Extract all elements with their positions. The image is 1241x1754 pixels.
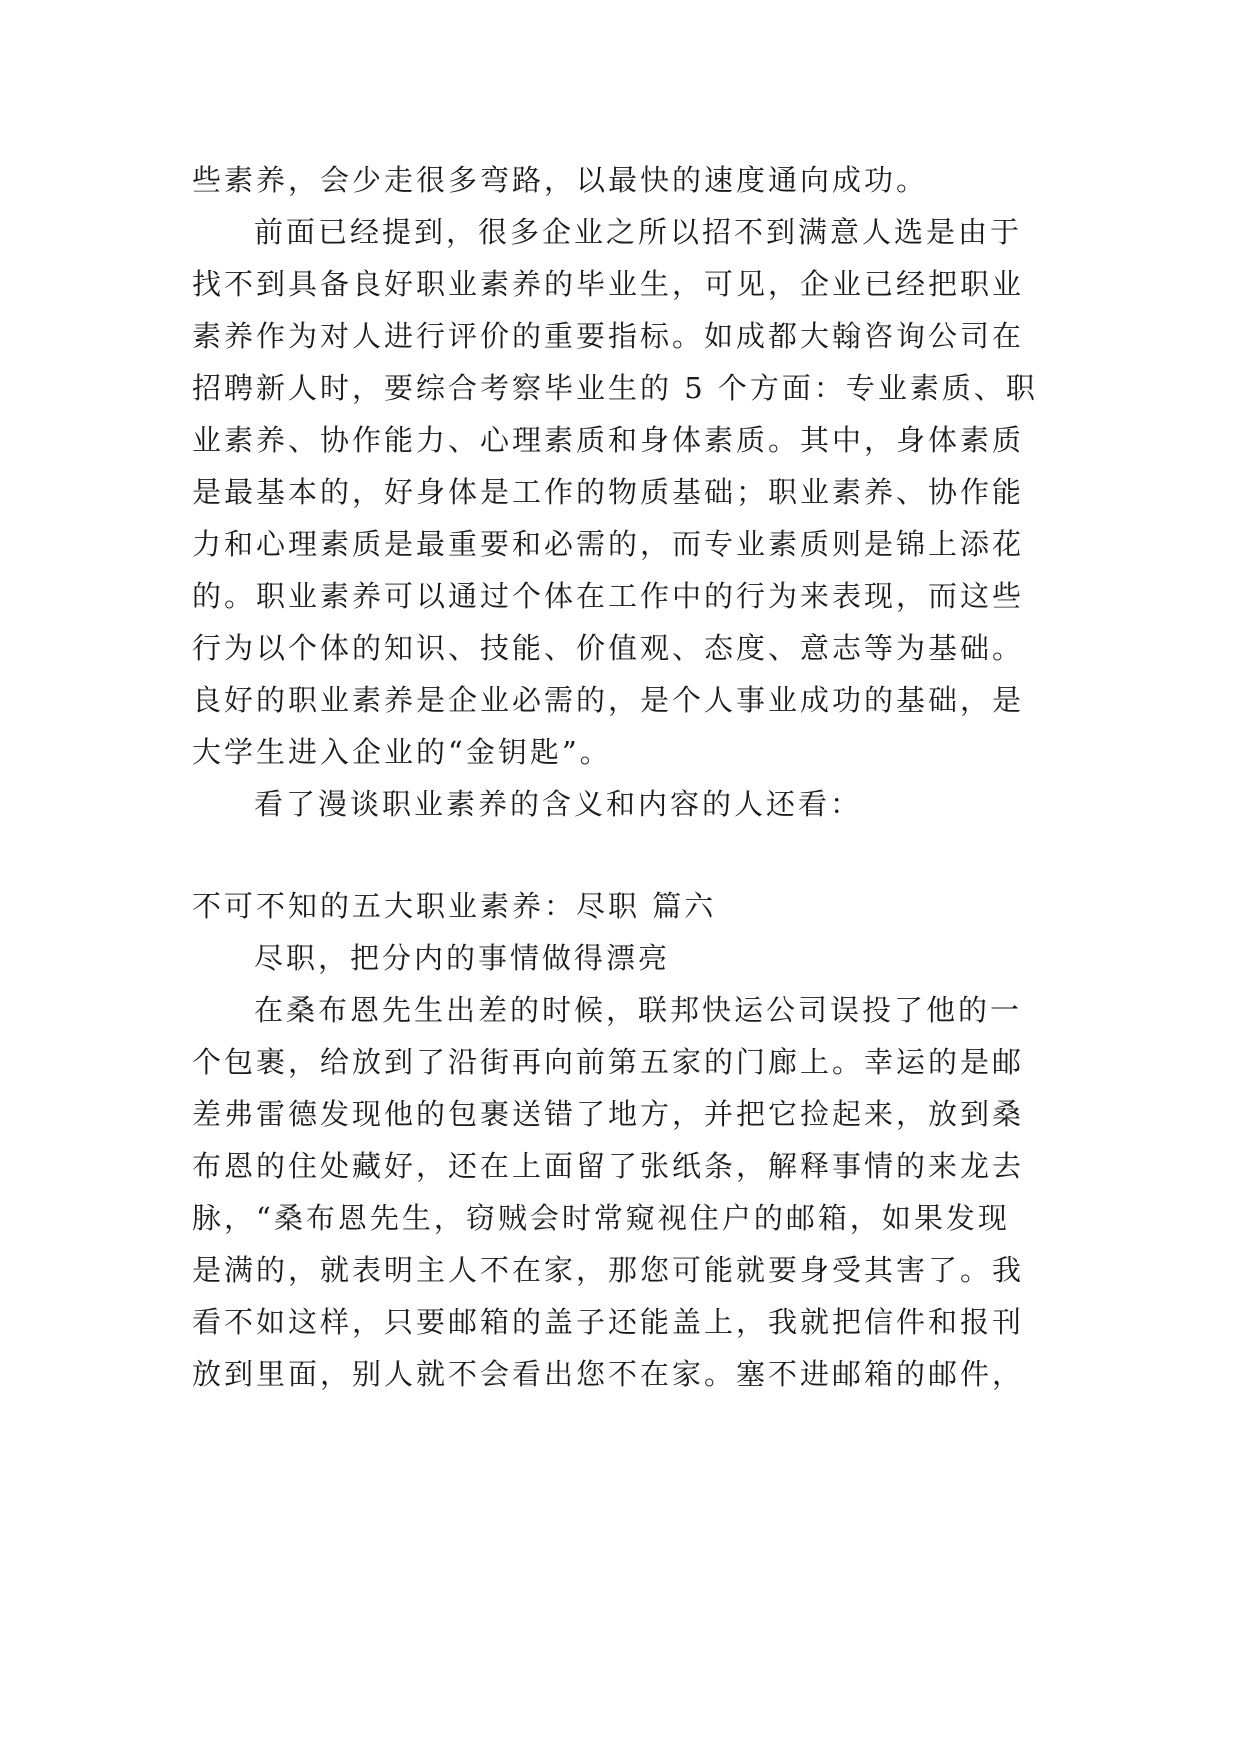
paragraph-1-line-7: 的。职业素养可以通过个体在工作中的行为来表现，而这些 bbox=[192, 579, 1025, 613]
paragraph-1-line-9: 良好的职业素养是企业必需的，是个人事业成功的基础，是 bbox=[192, 683, 1025, 717]
paragraph-1-line-5: 是最基本的，好身体是工作的物质基础；职业素养、协作能 bbox=[192, 475, 1025, 509]
paragraph-1-line-4: 业素养、协作能力、心理素质和身体素质。其中，身体素质 bbox=[192, 423, 1025, 457]
paragraph-5-line-5: 是满的，就表明主人不在家，那您可能就要身受其害了。我 bbox=[192, 1253, 1025, 1287]
paragraph-5-line-1: 个包裹，给放到了沿街再向前第五家的门廊上。幸运的是邮 bbox=[192, 1045, 1025, 1079]
paragraph-2-line-0: 看了漫谈职业素养的含义和内容的人还看： bbox=[254, 787, 863, 821]
paragraph-4-line-0: 尽职，把分内的事情做得漂亮 bbox=[254, 941, 671, 975]
paragraph-5-line-7: 放到里面，别人就不会看出您不在家。塞不进邮箱的邮件， bbox=[192, 1357, 1025, 1391]
paragraph-1-line-0: 前面已经提到，很多企业之所以招不到满意人选是由于 bbox=[254, 215, 1023, 249]
paragraph-5-line-0: 在桑布恩先生出差的时候，联邦快运公司误投了他的一 bbox=[254, 993, 1023, 1027]
paragraph-5-line-6: 看不如这样，只要邮箱的盖子还能盖上，我就把信件和报刊 bbox=[192, 1305, 1025, 1339]
paragraph-5-line-4: 脉，“桑布恩先生，窃贼会时常窥视住户的邮箱，如果发现 bbox=[192, 1201, 1010, 1235]
paragraph-0-line-0: 些素养，会少走很多弯路，以最快的速度通向成功。 bbox=[192, 163, 929, 197]
paragraph-1-line-3: 招聘新人时，要综合考察毕业生的 5 个方面：专业素质、职 bbox=[192, 371, 1038, 405]
paragraph-5-line-3: 布恩的住处藏好，还在上面留了张纸条，解释事情的来龙去 bbox=[192, 1149, 1025, 1183]
paragraph-1-line-10: 大学生进入企业的“金钥匙”。 bbox=[192, 735, 612, 769]
section-heading: 不可不知的五大职业素养：尽职 篇六 bbox=[192, 889, 717, 923]
paragraph-5-line-2: 差弗雷德发现他的包裹送错了地方，并把它捡起来，放到桑 bbox=[192, 1097, 1025, 1131]
paragraph-1-line-6: 力和心理素质是最重要和必需的，而专业素质则是锦上添花 bbox=[192, 527, 1025, 561]
paragraph-1-line-1: 找不到具备良好职业素养的毕业生，可见，企业已经把职业 bbox=[192, 267, 1025, 301]
paragraph-1-line-2: 素养作为对人进行评价的重要指标。如成都大翰咨询公司在 bbox=[192, 319, 1025, 353]
paragraph-1-line-8: 行为以个体的知识、技能、价值观、态度、意志等为基础。 bbox=[192, 631, 1025, 665]
